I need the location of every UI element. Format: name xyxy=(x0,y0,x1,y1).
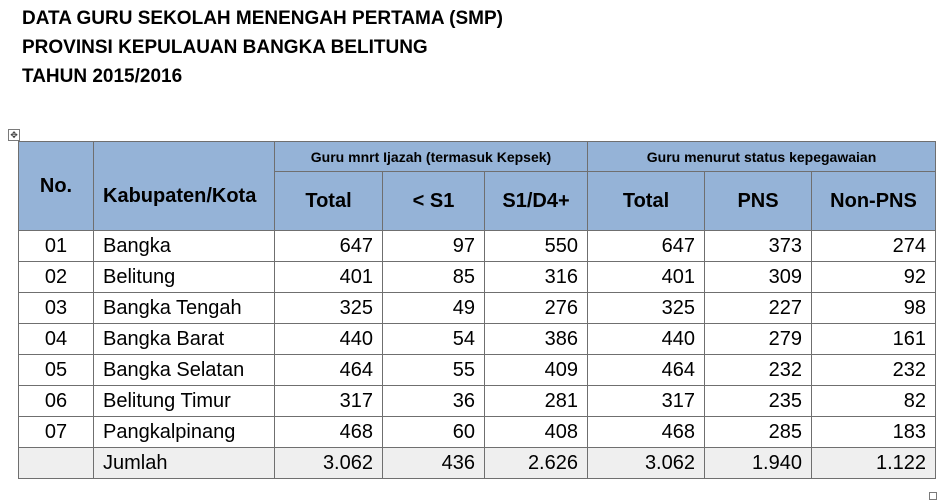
cell-no: 06 xyxy=(19,386,94,417)
cell-name: Bangka Selatan xyxy=(94,355,275,386)
title-line-3: TAHUN 2015/2016 xyxy=(22,66,183,87)
header-pns: PNS xyxy=(705,172,812,231)
cell-non-pns: 82 xyxy=(812,386,936,417)
cell-no-empty xyxy=(19,448,94,479)
cell-total-ijazah: 647 xyxy=(275,231,383,262)
table-row xyxy=(19,324,936,355)
cell-non-pns: 98 xyxy=(812,293,936,324)
total-row xyxy=(19,448,936,479)
title-line-2: PROVINSI KEPULAUAN BANGKA BELITUNG xyxy=(22,37,428,58)
cell-no: 07 xyxy=(19,417,94,448)
cell-total-ijazah: 440 xyxy=(275,324,383,355)
title-line-1: DATA GURU SEKOLAH MENENGAH PERTAMA (SMP) xyxy=(22,8,503,29)
cell-total-status: 3.062 xyxy=(588,448,705,479)
cell-no: 01 xyxy=(19,231,94,262)
cell-pns: 1.940 xyxy=(705,448,812,479)
cell-s1-d4: 276 xyxy=(485,293,588,324)
cell-total-ijazah: 317 xyxy=(275,386,383,417)
cell-no: 05 xyxy=(19,355,94,386)
cell-non-pns: 161 xyxy=(812,324,936,355)
cell-name: Belitung Timur xyxy=(94,386,275,417)
cell-pns: 309 xyxy=(705,262,812,293)
cell-total-status: 468 xyxy=(588,417,705,448)
cell-total-status: 401 xyxy=(588,262,705,293)
header-kabupaten: Kabupaten/Kota xyxy=(94,142,275,231)
resize-handle-icon[interactable] xyxy=(929,492,937,500)
cell-non-pns: 232 xyxy=(812,355,936,386)
cell-pns: 373 xyxy=(705,231,812,262)
cell-total-ijazah: 464 xyxy=(275,355,383,386)
cell-no: 02 xyxy=(19,262,94,293)
table-row xyxy=(19,262,936,293)
cell-pns: 285 xyxy=(705,417,812,448)
cell-total-ijazah: 468 xyxy=(275,417,383,448)
cell-total-status: 317 xyxy=(588,386,705,417)
header-total-status: Total xyxy=(588,172,705,231)
document-title xyxy=(22,4,503,91)
cell-s1-d4: 408 xyxy=(485,417,588,448)
cell-total-ijazah: 3.062 xyxy=(275,448,383,479)
header-total-ijazah: Total xyxy=(275,172,383,231)
table-row xyxy=(19,231,936,262)
cell-s1-d4: 409 xyxy=(485,355,588,386)
cell-name: Bangka Barat xyxy=(94,324,275,355)
move-handle-icon[interactable]: ✥ xyxy=(8,129,20,141)
cell-total-status: 325 xyxy=(588,293,705,324)
cell-pns: 227 xyxy=(705,293,812,324)
cell-lt-s1: 436 xyxy=(383,448,485,479)
cell-no: 03 xyxy=(19,293,94,324)
cell-s1-d4: 550 xyxy=(485,231,588,262)
header-lt-s1: < S1 xyxy=(383,172,485,231)
cell-s1-d4: 386 xyxy=(485,324,588,355)
cell-total-status: 647 xyxy=(588,231,705,262)
cell-non-pns: 92 xyxy=(812,262,936,293)
teacher-data-table xyxy=(18,141,936,479)
cell-non-pns: 183 xyxy=(812,417,936,448)
cell-pns: 235 xyxy=(705,386,812,417)
cell-s1-d4: 281 xyxy=(485,386,588,417)
table-row xyxy=(19,355,936,386)
header-status-group: Guru menurut status kepegawaian xyxy=(588,142,936,172)
cell-name: Bangka xyxy=(94,231,275,262)
table-row xyxy=(19,293,936,324)
cell-lt-s1: 85 xyxy=(383,262,485,293)
cell-total-status: 464 xyxy=(588,355,705,386)
cell-lt-s1: 36 xyxy=(383,386,485,417)
cell-s1-d4: 2.626 xyxy=(485,448,588,479)
cell-s1-d4: 316 xyxy=(485,262,588,293)
header-ijazah-group: Guru mnrt Ijazah (termasuk Kepsek) xyxy=(275,142,588,172)
cell-lt-s1: 55 xyxy=(383,355,485,386)
table-row xyxy=(19,417,936,448)
header-s1-d4: S1/D4+ xyxy=(485,172,588,231)
header-row-group xyxy=(19,142,936,172)
cell-name: Bangka Tengah xyxy=(94,293,275,324)
cell-pns: 232 xyxy=(705,355,812,386)
header-no: No. xyxy=(19,142,94,231)
cell-name: Pangkalpinang xyxy=(94,417,275,448)
cell-lt-s1: 60 xyxy=(383,417,485,448)
cell-total-status: 440 xyxy=(588,324,705,355)
header-non-pns: Non-PNS xyxy=(812,172,936,231)
cell-total-label: Jumlah xyxy=(94,448,275,479)
cell-no: 04 xyxy=(19,324,94,355)
cell-pns: 279 xyxy=(705,324,812,355)
cell-total-ijazah: 325 xyxy=(275,293,383,324)
cell-lt-s1: 54 xyxy=(383,324,485,355)
cell-lt-s1: 97 xyxy=(383,231,485,262)
cell-name: Belitung xyxy=(94,262,275,293)
table-row xyxy=(19,386,936,417)
cell-non-pns: 1.122 xyxy=(812,448,936,479)
cell-non-pns: 274 xyxy=(812,231,936,262)
cell-lt-s1: 49 xyxy=(383,293,485,324)
cell-total-ijazah: 401 xyxy=(275,262,383,293)
